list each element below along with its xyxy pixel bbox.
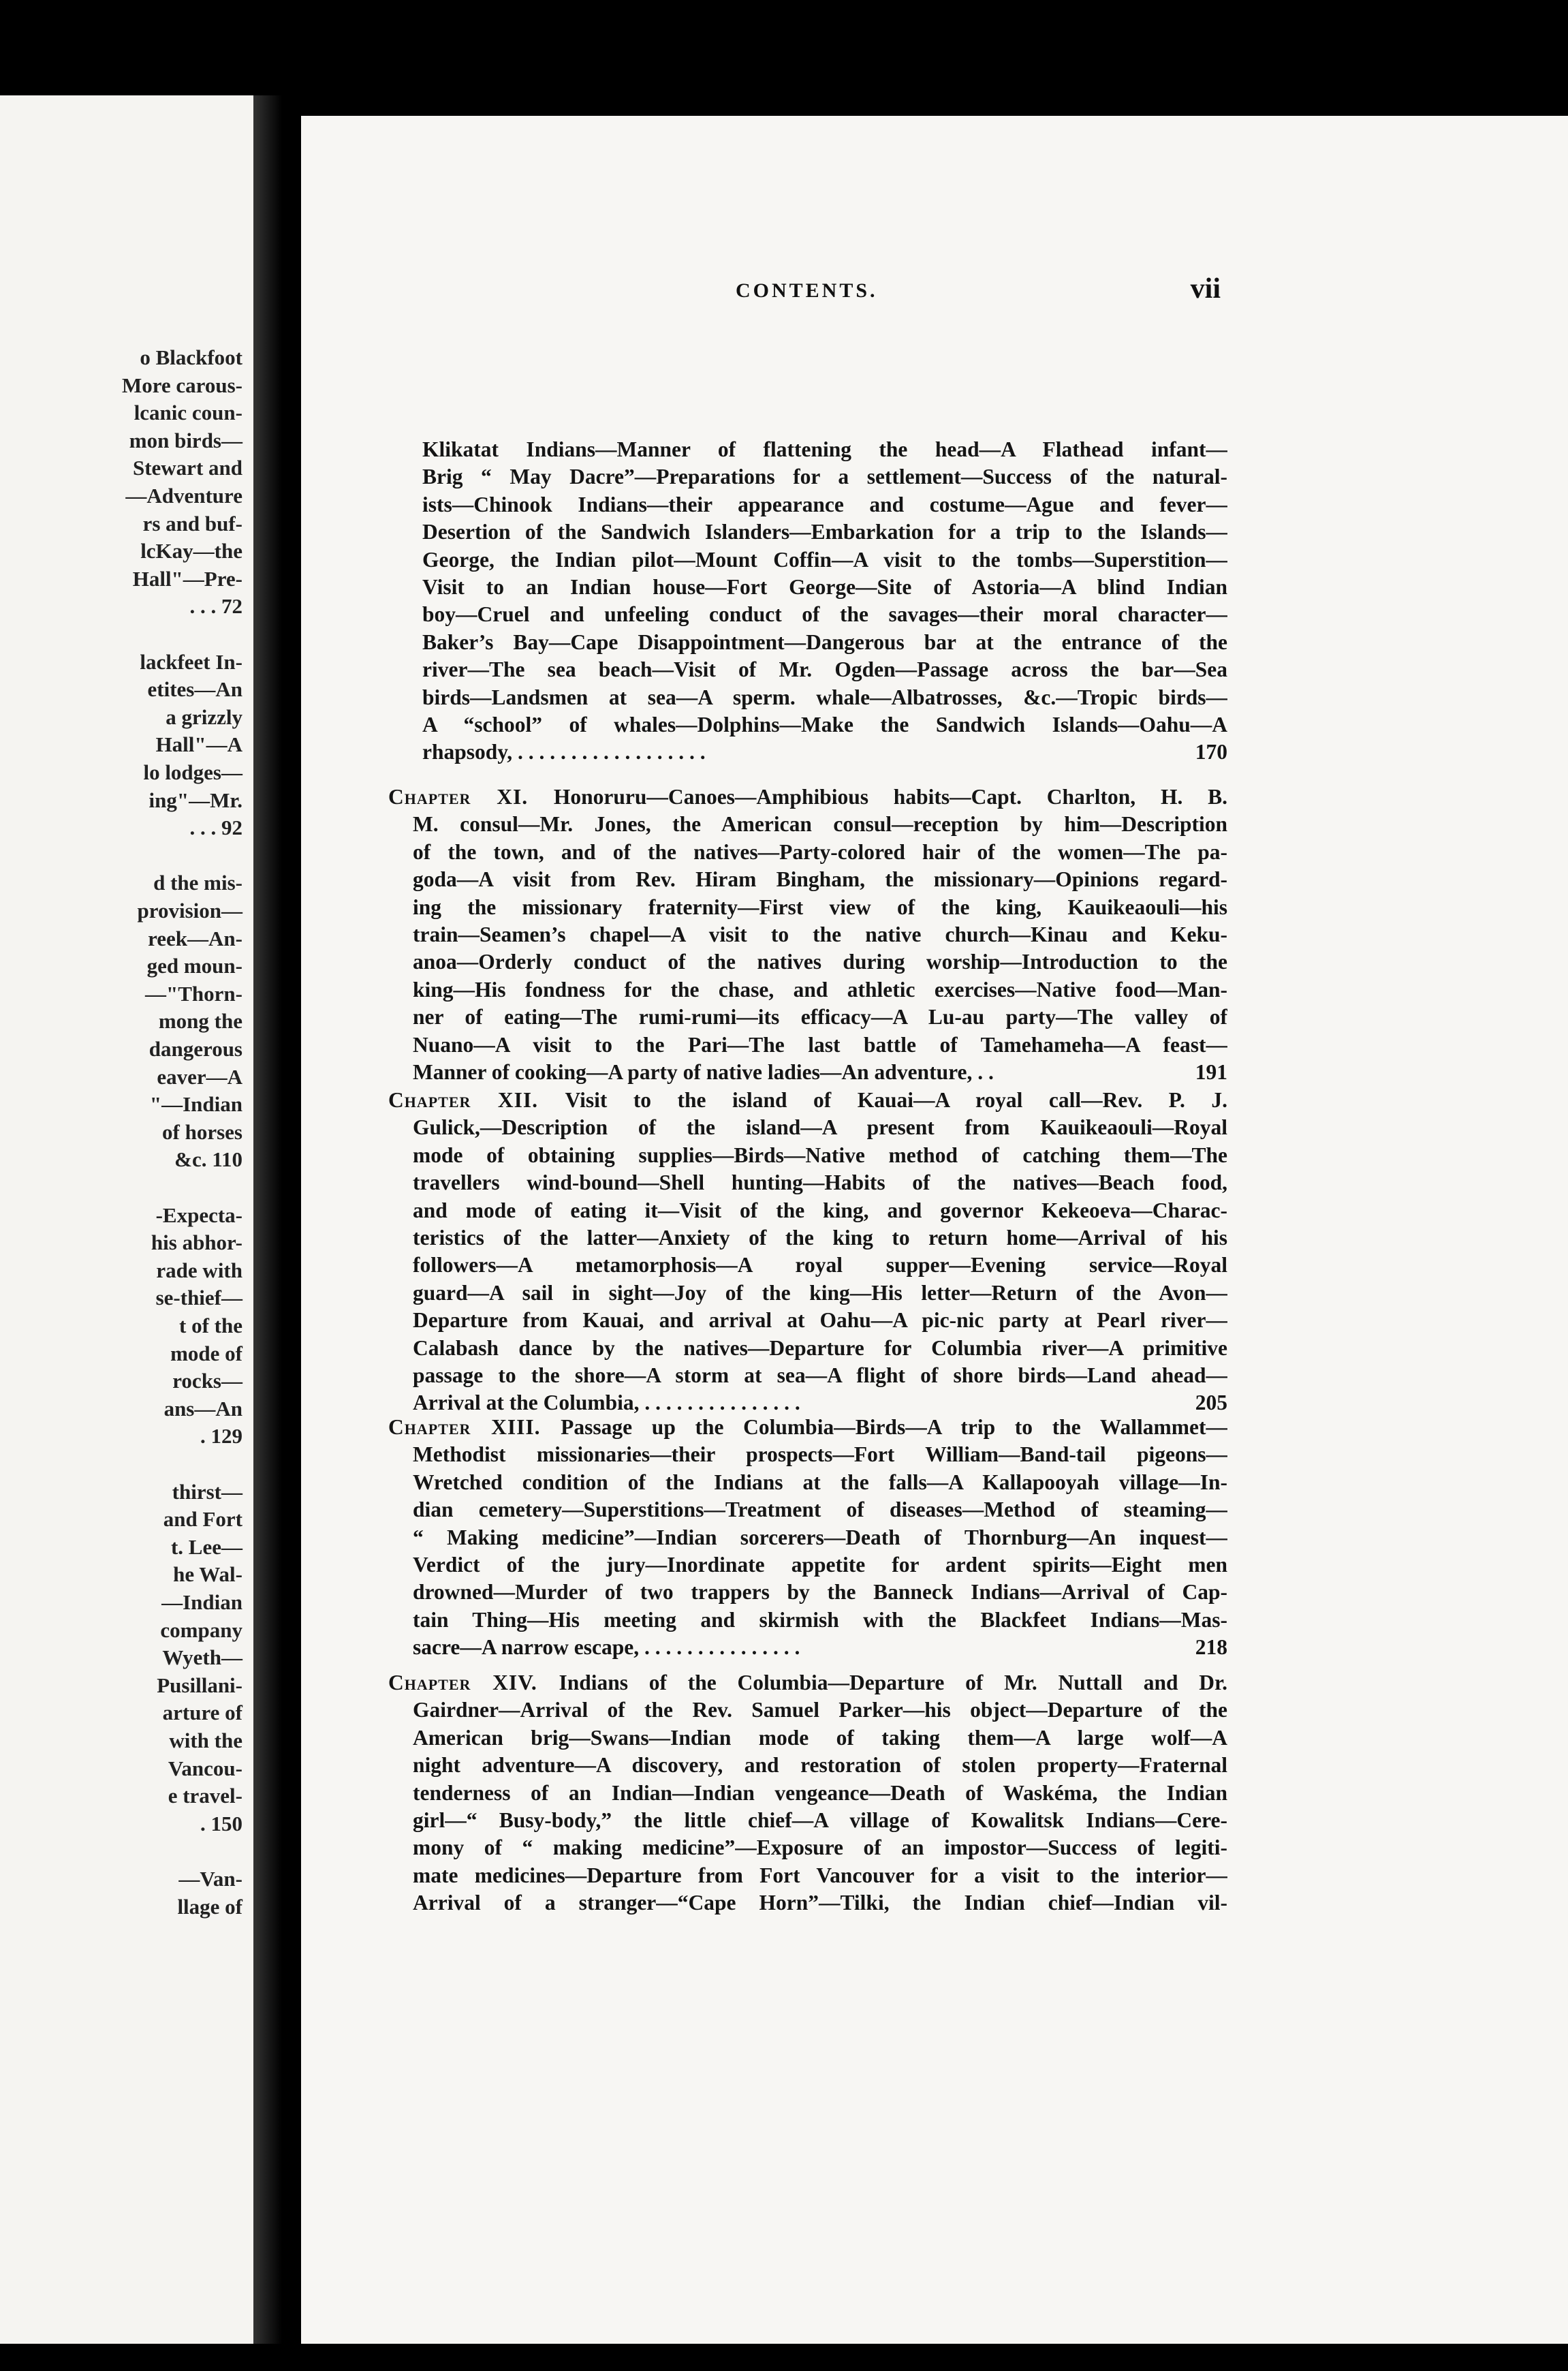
entry-line xyxy=(388,1114,1227,1141)
entry-line xyxy=(388,1724,1227,1752)
entry-line-text: passage to the shore—A storm at sea—A flight of shore birds—Land ahead— xyxy=(413,1363,1227,1388)
entry-line xyxy=(388,1607,1227,1634)
left-page-line: reek—An- xyxy=(148,926,242,950)
entry-line-text: mony of “ making medicine”—Exposure of an impostor—Success of legiti- xyxy=(413,1835,1227,1860)
left-page-line: Pusillani- xyxy=(157,1673,242,1697)
left-page-line: lcanic coun- xyxy=(134,401,242,425)
left-page-line: provision— xyxy=(137,899,242,923)
left-page-line: d the mis- xyxy=(153,871,242,895)
entry-line-text: Manner of cooking—A party of native ladies—An adventure, . . xyxy=(413,1060,994,1085)
entry-line-text: Baker’s Bay—Cape Disappointment—Dangerous bar at the entrance of the xyxy=(422,630,1227,654)
entry-line-text: M. consul—Mr. Jones, the American consul—reception by him—Description xyxy=(413,812,1227,837)
left-page-line: —Adventure xyxy=(125,484,242,508)
entry-line xyxy=(388,1004,1227,1031)
entry-line xyxy=(388,1469,1227,1496)
left-page-line: mode of xyxy=(170,1341,242,1365)
entry-line xyxy=(422,436,1227,463)
left-page-line: etites—An xyxy=(147,677,242,702)
entry-line-text: sacre—A narrow escape, . . . . . . . . . . . . . . . xyxy=(413,1635,800,1660)
left-page-line: e travel- xyxy=(168,1784,242,1808)
entry-line xyxy=(388,839,1227,866)
page-header xyxy=(436,273,1219,313)
entry-line-text: Visit to an Indian house—Fort George—Site of Astoria—A blind Indian xyxy=(422,575,1227,600)
chapter-label: Chapter XI. xyxy=(388,785,554,809)
entry-line-text: Calabash dance by the natives—Departure for Columbia river—A primitive xyxy=(413,1335,1227,1360)
left-page-line: Vancou- xyxy=(168,1756,242,1780)
chapter-label: Chapter XII. xyxy=(388,1088,565,1112)
left-page-line: ing"—Mr. xyxy=(148,788,242,812)
entry-line xyxy=(422,546,1227,574)
entry-line xyxy=(422,574,1227,601)
entry-line-text: Passage up the Columbia—Birds—A trip to the Wallammet— xyxy=(561,1415,1227,1439)
left-page-line: . 129 xyxy=(200,1424,242,1448)
entry-line xyxy=(388,1496,1227,1523)
left-page-line: mon birds— xyxy=(129,428,242,452)
left-page-line: lackfeet In- xyxy=(140,649,242,674)
entry-page-number: 191 xyxy=(1195,1060,1227,1085)
chapter-label: Chapter XIV. xyxy=(388,1671,559,1694)
entry-line xyxy=(388,1669,1227,1696)
entry-line-text: rhapsody, . . . . . . . . . . . . . . . . . . xyxy=(422,740,706,764)
entry-line-text: river—The sea beach—Visit of Mr. Ogden—Passage across the bar—Sea xyxy=(422,657,1227,682)
entry-line-text: goda—A visit from Rev. Hiram Bingham, the missionary—Opinions regard- xyxy=(413,867,1227,892)
entry-line-text: Verdict of the jury—Inordinate appetite for ardent spirits—Eight men xyxy=(413,1553,1227,1577)
contents-entry xyxy=(388,1087,1227,1417)
entry-line-text: ists—Chinook Indians—their appearance and costume—Ague and fever— xyxy=(422,492,1227,516)
entry-line xyxy=(388,1032,1227,1059)
entry-line xyxy=(388,1752,1227,1779)
entry-line-text: Gulick,—Description of the island—A present from Kauikeaouli—Royal xyxy=(413,1115,1227,1140)
entry-line xyxy=(388,976,1227,1004)
entry-line-text: Gairdner—Arrival of the Rev. Samuel Parker—his object—Departure of the xyxy=(413,1698,1227,1722)
entry-line xyxy=(388,1414,1227,1441)
contents-entry xyxy=(388,1669,1227,1917)
entry-line-text: birds—Landsmen at sea—A sperm. whale—Albatrosses, &c.—Tropic birds— xyxy=(422,685,1227,709)
entry-line xyxy=(388,1441,1227,1468)
entry-line xyxy=(388,1280,1227,1307)
contents-entry xyxy=(422,436,1227,766)
entry-line-text: mode of obtaining supplies—Birds—Native method of catching them—The xyxy=(413,1143,1227,1167)
entry-line-text: of the town, and of the natives—Party-colored hair of the women—The pa- xyxy=(413,839,1227,864)
left-page-line: "—Indian xyxy=(149,1092,242,1117)
left-page-line: Hall"—A xyxy=(155,732,242,757)
entry-line-text: anoa—Orderly conduct of the natives during worship—Introduction to the xyxy=(413,950,1227,974)
entry-line xyxy=(388,1862,1227,1889)
entry-line-text: dian cemetery—Superstitions—Treatment of diseases—Method of steaming— xyxy=(413,1498,1227,1522)
left-page-line: ged moun- xyxy=(146,954,242,978)
entry-line xyxy=(422,711,1227,739)
left-page-line: t of the xyxy=(179,1314,242,1337)
left-page-line: llage of xyxy=(177,1894,242,1919)
left-page-line: o Blackfoot xyxy=(140,345,242,369)
entry-line-text: Methodist missionaries—their prospects—Fort William—Band-tail pigeons— xyxy=(413,1442,1227,1467)
entry-line-text: Nuano—A visit to the Pari—The last battle of Tamehameha—A feast— xyxy=(413,1032,1227,1057)
entry-line xyxy=(388,784,1227,811)
entry-line-text: A “school” of whales—Dolphins—Make the Sandwich Islands—Oahu—A xyxy=(422,713,1227,737)
left-page-line: dangerous xyxy=(148,1037,242,1061)
left-page-line: -Expecta- xyxy=(155,1203,242,1227)
left-page-line: —Van- xyxy=(178,1867,242,1891)
entry-line-text: and mode of eating it—Visit of the king, and governor Kekeoeva—Charac- xyxy=(413,1198,1227,1222)
chapter-label: Chapter XIII. xyxy=(388,1415,561,1439)
entry-line-text: girl—“ Busy-body,” the little chief—A village of Kowalitsk Indians—Cere- xyxy=(413,1808,1227,1833)
entry-line xyxy=(422,656,1227,683)
entry-line xyxy=(422,463,1227,491)
entry-line-text: drowned—Murder of two trappers by the Banneck Indians—Arrival of Cap- xyxy=(413,1580,1227,1605)
entry-page-number: 170 xyxy=(1195,740,1227,764)
entry-line xyxy=(388,921,1227,948)
entry-line-text: guard—A sail in sight—Joy of the king—His letter—Return of the Avon— xyxy=(413,1280,1227,1305)
book-gutter xyxy=(253,95,301,2344)
left-page-line: Hall"—Pre- xyxy=(132,566,242,591)
entry-line-text: train—Seamen’s chapel—A visit to the native church—Kinau and Keku- xyxy=(413,923,1227,947)
entry-line xyxy=(388,894,1227,921)
left-page-line: . . . 72 xyxy=(189,594,242,619)
left-page-fragment xyxy=(0,95,253,2344)
entry-line xyxy=(422,684,1227,711)
left-page-line: arture of xyxy=(162,1701,242,1725)
entry-page-number: 218 xyxy=(1195,1635,1227,1660)
entry-line-text: “ Making medicine”—Indian sorcerers—Death of Thornburg—An inquest— xyxy=(413,1525,1227,1549)
entry-line xyxy=(388,1252,1227,1279)
left-page-line: mong the xyxy=(158,1009,242,1034)
entry-line xyxy=(388,1807,1227,1834)
left-page-line: and Fort xyxy=(163,1507,242,1532)
entry-line-text: travellers wind-bound—Shell hunting—Habits of the natives—Beach food, xyxy=(413,1171,1227,1195)
left-page-line: rade with xyxy=(156,1258,242,1282)
contents-entry xyxy=(388,784,1227,1086)
entry-line-text: tain Thing—His meeting and skirmish with the Blackfeet Indians—Mas- xyxy=(413,1607,1227,1632)
left-page-line: Wyeth— xyxy=(162,1645,242,1670)
entry-line xyxy=(388,1634,1227,1661)
entry-line xyxy=(388,948,1227,976)
entry-line xyxy=(388,1389,1227,1416)
entry-line xyxy=(388,1579,1227,1606)
entry-line-text: ing the missionary fraternity—First view of the king, Kauikeaouli—his xyxy=(413,895,1227,919)
left-page-line: he Wal- xyxy=(173,1562,242,1587)
left-page-line: ans—An xyxy=(163,1396,242,1421)
left-page-line: company xyxy=(160,1617,242,1642)
left-page-line: . 150 xyxy=(200,1811,242,1835)
entry-line-text: followers—A metamorphosis—A royal supper—Evening service—Royal xyxy=(413,1253,1227,1277)
left-page-line: lo lodges— xyxy=(143,760,242,784)
entry-line-text: night adventure—A discovery, and restoration of stolen property—Fraternal xyxy=(413,1753,1227,1778)
entry-line xyxy=(388,1087,1227,1114)
entry-line-text: Arrival of a stranger—“Cape Horn”—Tilki, the Indian chief—Indian vil- xyxy=(413,1891,1227,1915)
entry-line-text: Brig “ May Dacre”—Preparations for a settlement—Success of the natural- xyxy=(422,465,1227,489)
entry-line xyxy=(388,1524,1227,1551)
left-page-line: —Indian xyxy=(161,1590,242,1614)
entry-line-text: Departure from Kauai, and arrival at Oahu—A pic-nic party at Pearl river— xyxy=(413,1308,1227,1333)
left-page-line: his abhor- xyxy=(151,1230,242,1255)
left-page-line: t. Lee— xyxy=(170,1534,242,1559)
entry-line-text: mate medicines—Departure from Fort Vancouver for a visit to the interior— xyxy=(413,1863,1227,1887)
entry-line-text: ner of eating—The rumi-rumi—its efficacy—A Lu-au party—The valley of xyxy=(413,1005,1227,1029)
entry-line xyxy=(388,1142,1227,1169)
entry-line-text: tenderness of an Indian—Indian vengeance—Death of Waskéma, the Indian xyxy=(413,1780,1227,1805)
entry-line xyxy=(422,739,1227,766)
entry-line xyxy=(422,518,1227,546)
entry-line-text: Honoruru—Canoes—Amphibious habits—Capt. Charlton, H. B. xyxy=(553,785,1227,809)
entry-line-text: Indians of the Columbia—Departure of Mr. Nuttall and Dr. xyxy=(559,1671,1227,1694)
entry-line xyxy=(388,1696,1227,1724)
left-page-line: se-thief— xyxy=(155,1286,242,1310)
left-page-line: eaver—A xyxy=(157,1064,242,1089)
entry-line xyxy=(422,601,1227,628)
entry-line xyxy=(388,1780,1227,1807)
entry-line-text: Visit to the island of Kauai—A royal call—Rev. P. J. xyxy=(565,1088,1227,1112)
left-page-line: of horses xyxy=(162,1119,242,1144)
entry-line xyxy=(388,1169,1227,1196)
left-page-line: &c. 110 xyxy=(174,1147,242,1172)
entry-line-text: teristics of the latter—Anxiety of the king to return home—Arrival of his xyxy=(413,1226,1227,1250)
entry-line xyxy=(388,1335,1227,1362)
left-page-line: Stewart and xyxy=(132,456,242,480)
left-page-line: . . . 92 xyxy=(189,816,242,840)
entry-line xyxy=(388,811,1227,838)
entry-page-number: 205 xyxy=(1195,1391,1227,1415)
contents-entry xyxy=(388,1414,1227,1662)
left-page-line: thirst— xyxy=(172,1479,242,1504)
entry-line xyxy=(388,1307,1227,1334)
left-page-line: rs and buf- xyxy=(142,511,242,536)
left-page-line: a grizzly xyxy=(166,704,242,729)
left-page-line: More carous- xyxy=(121,373,242,397)
entry-line xyxy=(422,629,1227,656)
left-page-line: —"Thorn- xyxy=(145,981,242,1006)
entry-line-text: king—His fondness for the chase, and athletic exercises—Native food—Man- xyxy=(413,977,1227,1002)
entry-line xyxy=(388,866,1227,893)
entry-line xyxy=(388,1059,1227,1086)
entry-line xyxy=(422,491,1227,518)
entry-line xyxy=(388,1362,1227,1389)
running-title: CONTENTS. xyxy=(736,279,878,302)
left-page-line: rocks— xyxy=(172,1369,242,1393)
entry-line-text: Klikatat Indians—Manner of flattening the head—A Flathead infant— xyxy=(422,437,1227,461)
entry-line-text: boy—Cruel and unfeeling conduct of the savages—their moral character— xyxy=(422,602,1227,627)
entry-line xyxy=(388,1834,1227,1861)
entry-line-text: George, the Indian pilot—Mount Coffin—A visit to the tombs—Superstition— xyxy=(422,547,1227,572)
entry-line xyxy=(388,1224,1227,1252)
entry-line xyxy=(388,1197,1227,1224)
left-page-line: lcKay—the xyxy=(140,539,242,563)
entry-line-text: Arrival at the Columbia, . . . . . . . . . . . . . . . xyxy=(413,1391,800,1415)
left-page-line: with the xyxy=(169,1729,242,1752)
page-number: vii xyxy=(1190,273,1221,305)
entry-line-text: Wretched condition of the Indians at the falls—A Kallapooyah village—In- xyxy=(413,1470,1227,1494)
entry-line-text: Desertion of the Sandwich Islanders—Embarkation for a trip to the Islands— xyxy=(422,520,1227,544)
entry-line xyxy=(388,1551,1227,1579)
entry-line-text: American brig—Swans—Indian mode of taking them—A large wolf—A xyxy=(413,1725,1227,1750)
entry-line xyxy=(388,1889,1227,1917)
